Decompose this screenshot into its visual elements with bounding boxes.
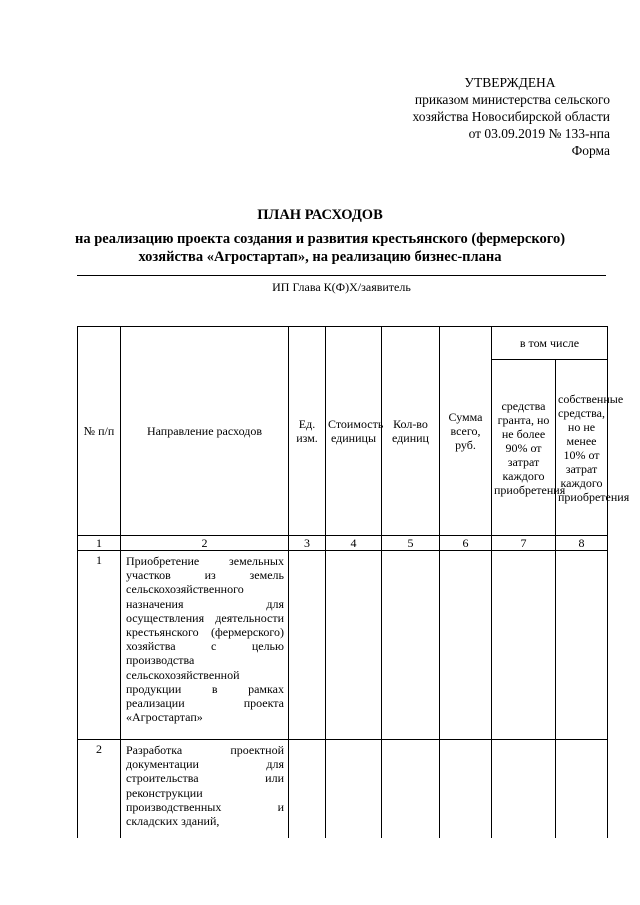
applicant-underline	[77, 275, 606, 276]
page-bottom-margin	[0, 838, 640, 905]
cell-own-funds[interactable]	[556, 551, 608, 740]
cell-unit-cost[interactable]	[326, 551, 382, 740]
cell-quantity[interactable]	[382, 740, 440, 840]
header-own-funds: собственные средства, но не менее 10% от затрат каждого приобретения	[556, 360, 608, 536]
column-number: 4	[326, 536, 382, 551]
document-title	[0, 206, 640, 266]
applicant-caption: ИП Глава К(Ф)Х/заявитель	[272, 280, 411, 294]
header-total: Сумма всего, руб.	[440, 327, 492, 536]
cell-own-funds[interactable]	[556, 740, 608, 840]
column-number: 1	[78, 536, 121, 551]
header-quantity: Кол-во единиц	[382, 327, 440, 536]
header-direction: Направление расходов	[121, 327, 289, 536]
expense-plan-table	[77, 326, 630, 840]
cell-total[interactable]	[440, 740, 492, 840]
header-num: № п/п	[78, 327, 121, 536]
cell-grant-funds[interactable]	[492, 551, 556, 740]
column-number: 3	[289, 536, 326, 551]
cell-unit[interactable]	[289, 551, 326, 740]
column-number: 5	[382, 536, 440, 551]
form-label: Форма	[571, 143, 610, 158]
title-subtitle-line-2: хозяйства «Агростартап», на реализацию бизнес-плана	[138, 249, 502, 265]
approval-title: УТВЕРЖДЕНА	[464, 75, 556, 90]
approval-block	[320, 74, 610, 159]
table-row	[78, 740, 608, 840]
row-direction: Разработка проектной документации для строительства или реконструкции производственных и складских зданий,	[121, 740, 289, 840]
header-unit: Ед. изм.	[289, 327, 326, 536]
approval-line-1: приказом министерства сельского	[414, 92, 610, 107]
header-including: в том числе	[492, 327, 608, 360]
header-unit-cost: Стоимость единицы	[326, 327, 382, 536]
column-numbers-row	[78, 536, 608, 551]
column-number: 8	[556, 536, 608, 551]
column-number: 2	[121, 536, 289, 551]
column-number: 6	[440, 536, 492, 551]
title-main: ПЛАН РАСХОДОВ	[257, 207, 383, 223]
cell-unit-cost[interactable]	[326, 740, 382, 840]
title-subtitle-line-1: на реализацию проекта создания и развития крестьянского (фермерского)	[74, 231, 566, 247]
cell-total[interactable]	[440, 551, 492, 740]
table-row	[78, 551, 608, 740]
cell-quantity[interactable]	[382, 551, 440, 740]
column-number: 7	[492, 536, 556, 551]
header-grant-funds: средства гранта, но не более 90% от затрат каждого приобретения	[492, 360, 556, 536]
approval-line-2: хозяйства Новосибирской области	[412, 109, 610, 124]
row-number: 2	[78, 740, 121, 840]
row-number: 1	[78, 551, 121, 740]
cell-grant-funds[interactable]	[492, 740, 556, 840]
table-header-row	[78, 327, 608, 360]
approval-line-3: от 03.09.2019 № 133-нпа	[468, 126, 610, 141]
cell-unit[interactable]	[289, 740, 326, 840]
row-direction: Приобретение земельных участков из земель сельскохозяйственного назначения для осуществления деятельности крестьянского (фермерского) хозяйства с целью производства сельскохозяйственной продукции в рамках реализации проекта «Агростартап»	[121, 551, 289, 740]
